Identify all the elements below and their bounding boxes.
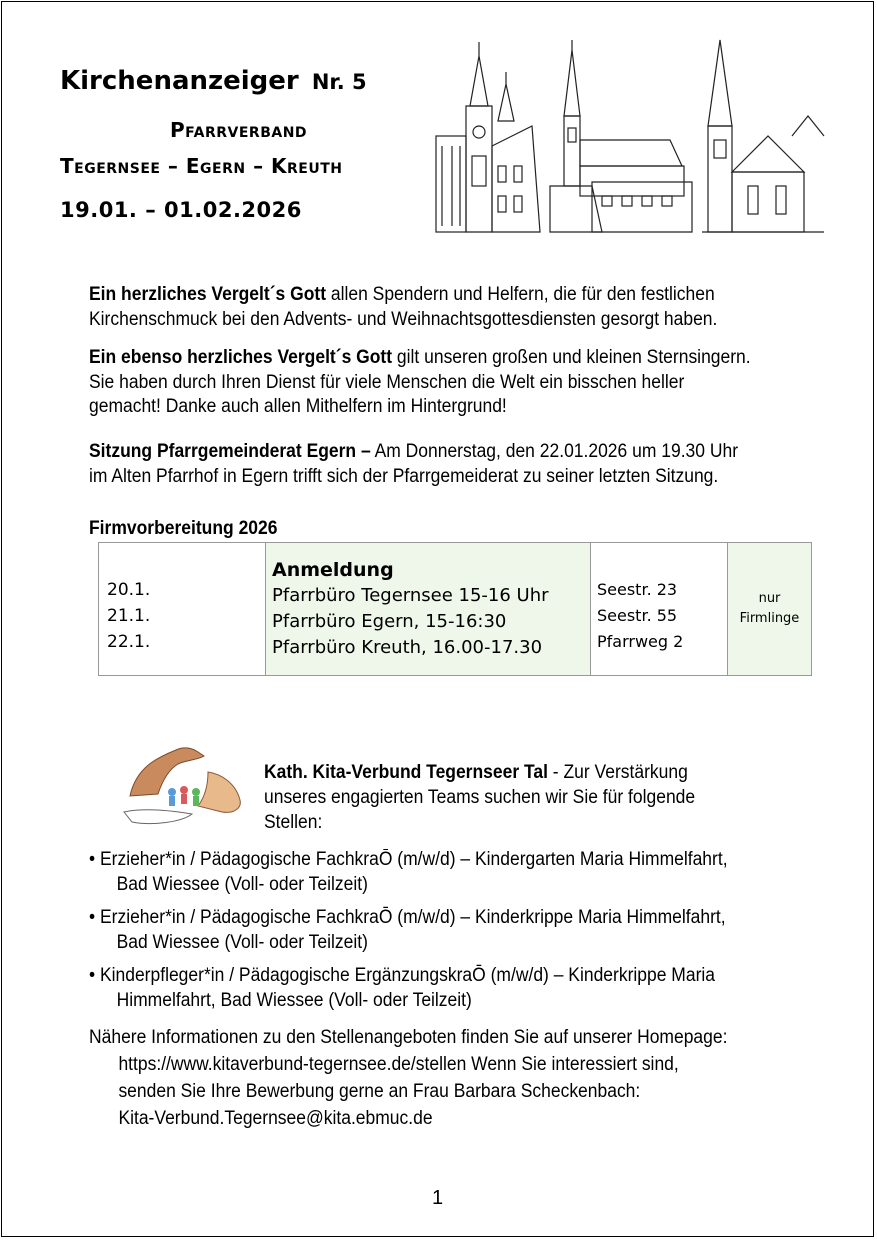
page-title: Kirchenanzeiger Nr. 5 [60, 66, 367, 96]
firm-address: Pfarrweg 2 [597, 632, 684, 651]
firm-office: Pfarrbüro Egern, 15-16:30 [272, 611, 507, 632]
homepage-link[interactable]: https://www.kitaverbund-tegernsee.de/stellen Wenn Sie interessiert sind, [118, 1054, 679, 1075]
more-info: Nähere Informationen zu den Stellenangeboten finden Sie auf unserer Homepage: https://www.kitaverbund-tegernsee.de/stellen Wenn Sie interessiert sind, senden Sie Ihre Bewerbung gerne an Frau Barbara Scheckenbach: Kita-Verbund.Tegernsee@kita.ebmuc.de [89, 1024, 788, 1132]
firm-schedule-table [98, 542, 812, 676]
kita-org-name: Kath. Kita-Verbund Tegernseer Tal [264, 762, 548, 783]
hands-illustration [112, 738, 252, 830]
notice-council-meeting: Sitzung Pfarrgemeinderat Egern – Am Donnerstag, den 22.01.2026 um 19.30 Uhr im Alten Pfarrhof in Egern trifft sich der Pfarrgemeiderat zu seiner letzten Sitzung. [89, 441, 739, 487]
list-item: • Kinderpfleger*in / Pädagogische ErgänzungskraŌ (m/w/d) – Kinderkrippe Maria Himmelfahrt, Bad Wiessee (Voll- oder Teilzeit) [89, 965, 716, 1011]
notice-thanks-sternsinger: Ein ebenso herzliches Vergelt´s Gott gilt unseren großen und kleinen Sternsingern. Sie haben durch Ihren Dienst für viele Menschen die Welt ein bisschen heller gemacht! Danke auch allen Mithelfern im Hintergrund! [89, 347, 751, 417]
list-item: • Erzieher*in / Pädagogische FachkraŌ (m/w/d) – Kinderkrippe Maria Himmelfahrt, Bad Wiessee (Voll- oder Teilzeit) [89, 907, 726, 953]
email-link[interactable]: Kita-Verbund.Tegernsee@kita.ebmuc.de [118, 1108, 433, 1129]
parish-name: Pfarrverband [170, 118, 308, 142]
firm-date: 22.1. [107, 632, 151, 652]
issue-period: 19.01. – 01.02.2026 [60, 198, 302, 222]
list-item: • Erzieher*in / Pädagogische FachkraŌ (m/w/d) – Kindergarten Maria Himmelfahrt, Bad Wiessee (Voll- oder Teilzeit) [89, 849, 728, 895]
firm-date: 20.1. [107, 580, 151, 600]
parish-places: Tegernsee – Egern – Kreuth [60, 154, 343, 178]
firm-heading: Firmvorbereitung 2026 [89, 518, 278, 539]
firm-address: Seestr. 55 [597, 606, 678, 625]
churches-illustration [432, 36, 826, 236]
firm-note-cell: nur Firmlinge [728, 543, 812, 676]
kita-intro: Kath. Kita-Verbund Tegernseer Tal - Zur Verstärkung unseres engagierten Teams suchen wir Sie für folgende Stellen: [264, 762, 696, 833]
page-number: 1 [432, 1187, 444, 1209]
firm-office: Pfarrbüro Kreuth, 16.00-17.30 [272, 637, 543, 658]
notice-thanks-decoration: Ein herzliches Vergelt´s Gott allen Spendern und Helfern, die für den festlichen Kirchenschmuck bei den Advents- und Weihnachtsgottesdiensten gesorgt haben. [89, 284, 718, 330]
anmeldung-label: Anmeldung [272, 559, 394, 581]
firm-address-cell [591, 543, 728, 676]
firm-dates-cell [99, 543, 266, 676]
firm-address: Seestr. 23 [597, 580, 678, 599]
firm-date: 21.1. [107, 606, 151, 626]
firm-offices-cell [266, 543, 591, 676]
job-list [89, 847, 751, 1021]
firm-office: Pfarrbüro Tegernsee 15-16 Uhr [272, 585, 549, 606]
